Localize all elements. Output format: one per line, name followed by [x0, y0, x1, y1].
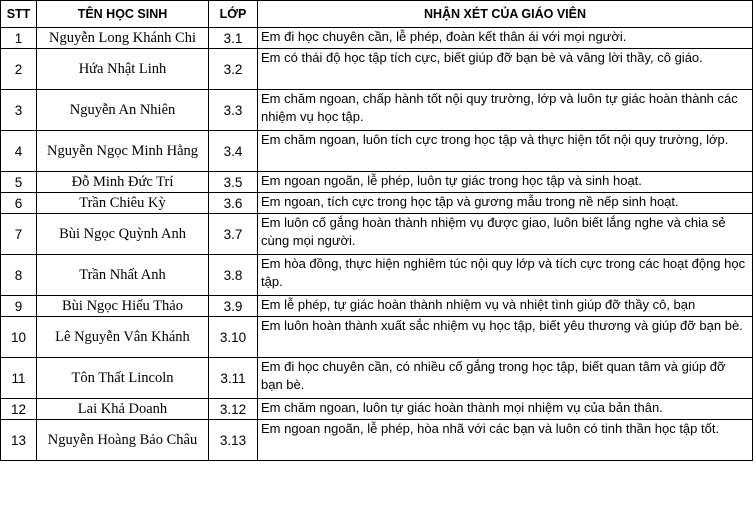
cell-class: 3.10: [209, 317, 258, 358]
cell-class: 3.3: [209, 90, 258, 131]
cell-stt: 13: [1, 420, 37, 461]
cell-class: 3.12: [209, 399, 258, 420]
cell-comment: Em đi học chuyên cần, có nhiều cố gắng trong học tập, biết quan tâm và giúp đỡ bạn bè.: [258, 358, 753, 399]
cell-stt: 3: [1, 90, 37, 131]
header-name: TÊN HỌC SINH: [37, 1, 209, 28]
cell-class: 3.4: [209, 131, 258, 172]
cell-class: 3.5: [209, 172, 258, 193]
header-row: [1, 1, 753, 28]
cell-name: Nguyễn An Nhiên: [37, 90, 209, 131]
cell-stt: 6: [1, 193, 37, 214]
header-class: LỚP: [209, 1, 258, 28]
cell-stt: 12: [1, 399, 37, 420]
cell-stt: 11: [1, 358, 37, 399]
cell-class: 3.11: [209, 358, 258, 399]
cell-name: Nguyễn Ngọc Minh Hằng: [37, 131, 209, 172]
table-row: [1, 193, 753, 214]
cell-comment: Em ngoan, tích cực trong học tập và gương mẫu trong nề nếp sinh hoạt.: [258, 193, 753, 214]
cell-comment: Em ngoan ngoãn, lễ phép, hòa nhã với các bạn và luôn có tinh thần học tập tốt.: [258, 420, 753, 461]
header-comment: NHẬN XÉT CỦA GIÁO VIÊN: [258, 1, 753, 28]
cell-class: 3.9: [209, 296, 258, 317]
cell-class: 3.13: [209, 420, 258, 461]
table-row: [1, 420, 753, 461]
table-row: [1, 28, 753, 49]
cell-stt: 7: [1, 214, 37, 255]
cell-stt: 4: [1, 131, 37, 172]
cell-stt: 1: [1, 28, 37, 49]
cell-comment: Em luôn cố gắng hoàn thành nhiệm vụ được giao, luôn biết lắng nghe và chia sẻ cùng mọi người.: [258, 214, 753, 255]
table-row: [1, 317, 753, 358]
cell-stt: 10: [1, 317, 37, 358]
cell-class: 3.6: [209, 193, 258, 214]
table-row: [1, 296, 753, 317]
table-row: [1, 172, 753, 193]
cell-comment: Em hòa đồng, thực hiện nghiêm túc nội quy lớp và tích cực trong các hoạt động học tập.: [258, 255, 753, 296]
table-row: [1, 131, 753, 172]
cell-name: Bùi Ngọc Quỳnh Anh: [37, 214, 209, 255]
cell-class: 3.8: [209, 255, 258, 296]
cell-name: Bùi Ngọc Hiếu Thảo: [37, 296, 209, 317]
header-stt: STT: [1, 1, 37, 28]
cell-class: 3.2: [209, 49, 258, 90]
cell-name: Lai Khả Doanh: [37, 399, 209, 420]
cell-name: Lê Nguyễn Vân Khánh: [37, 317, 209, 358]
cell-stt: 9: [1, 296, 37, 317]
table-row: [1, 399, 753, 420]
cell-comment: Em chăm ngoan, luôn tự giác hoàn thành mọi nhiệm vụ của bản thân.: [258, 399, 753, 420]
cell-name: Tôn Thất Lincoln: [37, 358, 209, 399]
cell-name: Trần Chiêu Kỳ: [37, 193, 209, 214]
cell-stt: 2: [1, 49, 37, 90]
cell-comment: Em chăm ngoan, luôn tích cực trong học tập và thực hiện tốt nội quy trường, lớp.: [258, 131, 753, 172]
cell-stt: 8: [1, 255, 37, 296]
cell-name: Hứa Nhật Linh: [37, 49, 209, 90]
cell-name: Nguyễn Hoàng Bảo Châu: [37, 420, 209, 461]
table-row: [1, 90, 753, 131]
cell-comment: Em luôn hoàn thành xuất sắc nhiệm vụ học tập, biết yêu thương và giúp đỡ bạn bè.: [258, 317, 753, 358]
cell-comment: Em có thái độ học tập tích cực, biết giúp đỡ bạn bè và vâng lời thầy, cô giáo.: [258, 49, 753, 90]
cell-comment: Em ngoan ngoãn, lễ phép, luôn tự giác trong học tập và sinh hoạt.: [258, 172, 753, 193]
cell-comment: Em chăm ngoan, chấp hành tốt nội quy trường, lớp và luôn tự giác hoàn thành các nhiệm vụ học tập.: [258, 90, 753, 131]
cell-name: Đỗ Minh Đức Trí: [37, 172, 209, 193]
table-row: [1, 358, 753, 399]
table-row: [1, 214, 753, 255]
cell-stt: 5: [1, 172, 37, 193]
table-row: [1, 255, 753, 296]
cell-name: Trần Nhất Anh: [37, 255, 209, 296]
cell-comment: Em lễ phép, tự giác hoàn thành nhiệm vụ và nhiệt tình giúp đỡ thầy cô, bạn: [258, 296, 753, 317]
cell-class: 3.1: [209, 28, 258, 49]
cell-comment: Em đi học chuyên cần, lễ phép, đoàn kết thân ái với mọi người.: [258, 28, 753, 49]
cell-class: 3.7: [209, 214, 258, 255]
table-row: [1, 49, 753, 90]
cell-name: Nguyễn Long Khánh Chi: [37, 28, 209, 49]
